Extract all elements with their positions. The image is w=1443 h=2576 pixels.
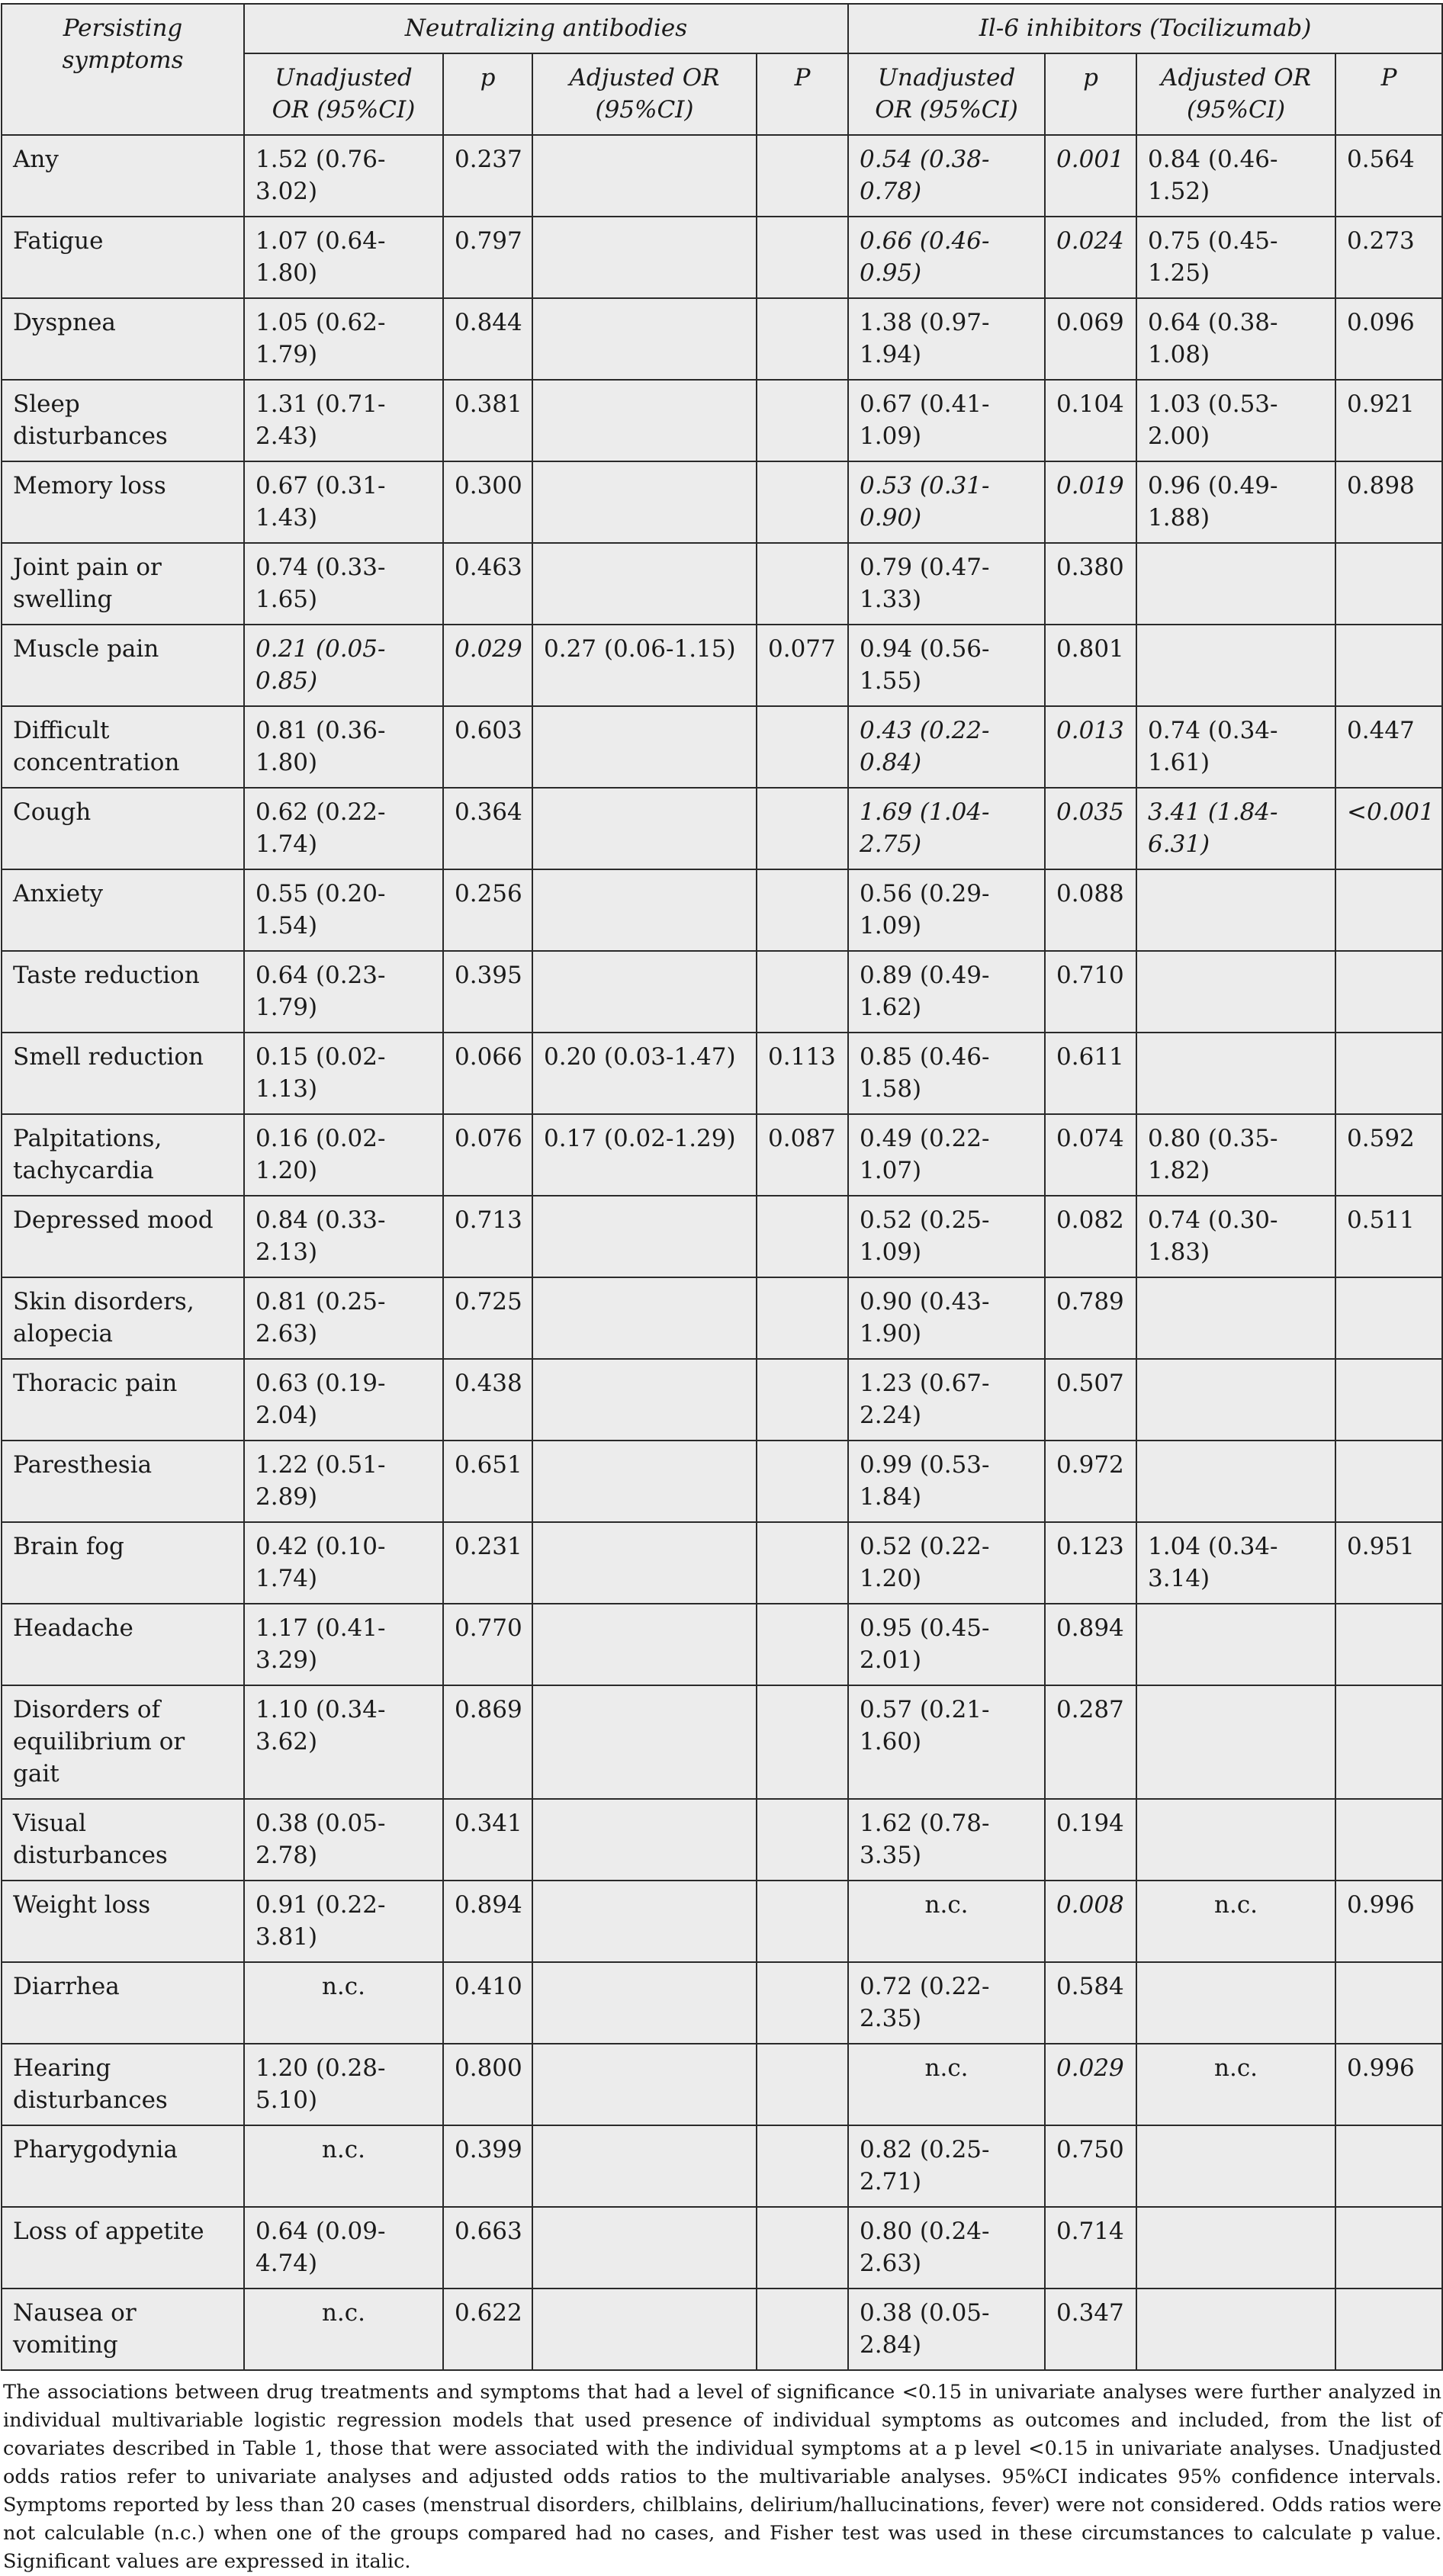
- corner-header: Persisting symptoms: [2, 4, 244, 135]
- value-cell-na-adj: [532, 380, 757, 461]
- value-cell-il-unadj: 1.62 (0.78-3.35): [848, 1799, 1045, 1881]
- value-cell-il-unadj: 0.57 (0.21-1.60): [848, 1685, 1045, 1799]
- value-cell-na-p: 0.651: [443, 1441, 532, 1522]
- value-cell-il-P: <0.001: [1335, 788, 1442, 869]
- value-cell-il-P: [1335, 1033, 1442, 1114]
- value-cell-il-P: [1335, 951, 1442, 1033]
- value-cell-il-P: 0.921: [1335, 380, 1442, 461]
- value-cell-il-unadj: 0.38 (0.05-2.84): [848, 2289, 1045, 2370]
- value-cell-il-unadj: 1.69 (1.04-2.75): [848, 788, 1045, 869]
- value-cell-na-p: 0.844: [443, 298, 532, 380]
- value-cell-na-P: [757, 298, 848, 380]
- symptom-cell: Joint pain or swelling: [2, 543, 244, 625]
- value-cell-na-P: 0.113: [757, 1033, 848, 1114]
- subheader-il-P: P: [1335, 53, 1442, 135]
- value-cell-na-adj: [532, 951, 757, 1033]
- value-cell-na-P: 0.077: [757, 625, 848, 706]
- value-cell-na-adj: [532, 1441, 757, 1522]
- symptom-cell: Cough: [2, 788, 244, 869]
- value-cell-na-p: 0.237: [443, 135, 532, 217]
- value-cell-na-unadj: 0.67 (0.31-1.43): [244, 461, 443, 543]
- value-cell-na-P: [757, 2125, 848, 2207]
- value-cell-na-adj: [532, 135, 757, 217]
- group-header-row: [2, 4, 1442, 53]
- value-cell-na-adj: [532, 1881, 757, 1962]
- value-cell-na-P: [757, 380, 848, 461]
- table-row: [2, 706, 1442, 788]
- value-cell-il-unadj: 1.38 (0.97-1.94): [848, 298, 1045, 380]
- value-cell-na-P: [757, 1359, 848, 1441]
- symptom-cell: Muscle pain: [2, 625, 244, 706]
- symptom-cell: Taste reduction: [2, 951, 244, 1033]
- value-cell-na-P: [757, 1685, 848, 1799]
- value-cell-na-p: 0.066: [443, 1033, 532, 1114]
- value-cell-na-unadj: 0.38 (0.05-2.78): [244, 1799, 443, 1881]
- symptom-cell: Memory loss: [2, 461, 244, 543]
- value-cell-il-P: [1335, 1962, 1442, 2044]
- value-cell-il-p: 0.894: [1045, 1604, 1136, 1685]
- symptom-cell: Paresthesia: [2, 1441, 244, 1522]
- value-cell-na-P: [757, 869, 848, 951]
- value-cell-na-p: 0.256: [443, 869, 532, 951]
- symptom-cell: Smell reduction: [2, 1033, 244, 1114]
- value-cell-il-p: 0.714: [1045, 2207, 1136, 2289]
- value-cell-na-unadj: 1.52 (0.76-3.02): [244, 135, 443, 217]
- value-cell-il-P: [1335, 1799, 1442, 1881]
- value-cell-na-unadj: 1.22 (0.51-2.89): [244, 1441, 443, 1522]
- value-cell-il-adj: [1136, 1685, 1335, 1799]
- value-cell-il-P: [1335, 543, 1442, 625]
- subheader-na-p: p: [443, 53, 532, 135]
- value-cell-na-adj: [532, 869, 757, 951]
- value-cell-il-P: 0.564: [1335, 135, 1442, 217]
- value-cell-na-adj: [532, 1799, 757, 1881]
- table-row: [2, 2044, 1442, 2125]
- value-cell-il-unadj: 0.79 (0.47-1.33): [848, 543, 1045, 625]
- value-cell-na-p: 0.770: [443, 1604, 532, 1685]
- value-cell-il-adj: [1136, 869, 1335, 951]
- value-cell-il-p: 0.347: [1045, 2289, 1136, 2370]
- value-cell-il-P: [1335, 1604, 1442, 1685]
- subheader-na-adjusted-or: Adjusted OR (95%CI): [532, 53, 757, 135]
- value-cell-il-adj: [1136, 1359, 1335, 1441]
- value-cell-na-P: [757, 1441, 848, 1522]
- value-cell-il-p: 0.082: [1045, 1196, 1136, 1277]
- value-cell-na-unadj: 1.17 (0.41-3.29): [244, 1604, 443, 1685]
- value-cell-na-adj: [532, 1685, 757, 1799]
- symptom-cell: Weight loss: [2, 1881, 244, 1962]
- value-cell-na-p: 0.622: [443, 2289, 532, 2370]
- value-cell-il-p: 0.074: [1045, 1114, 1136, 1196]
- value-cell-na-unadj: 0.81 (0.36-1.80): [244, 706, 443, 788]
- value-cell-na-adj: [532, 788, 757, 869]
- value-cell-na-unadj: 1.07 (0.64-1.80): [244, 217, 443, 298]
- value-cell-na-p: 0.231: [443, 1522, 532, 1604]
- table-row: [2, 1114, 1442, 1196]
- table-footnote: The associations between drug treatments and symptoms that had a level of significance <0.15 in univariate analyses were further analyzed in individual multivariable logistic regression models that used presence of individual symptoms as outcomes and included, from the list of covariates described in Table 1, those that were associated with the individual symptoms at a p level <0.15 in univariate analyses. Unadjusted odds ratios refer to univariate analyses and adjusted odds ratios to the multivariable analyses. 95%CI indicates 95% confidence intervals. Symptoms reported by less than 20 cases (menstrual disorders, chilblains, delirium/hallucinations, fever) were not considered. Odds ratios were not calculable (n.c.) when one of the groups compared had no cases, and Fisher test was used in these circumstances to calculate p value. Significant values are expressed in italic.: [3, 2381, 1441, 2573]
- value-cell-il-adj: [1136, 625, 1335, 706]
- table-body: [2, 135, 1442, 2370]
- value-cell-il-adj: [1136, 1033, 1335, 1114]
- value-cell-na-P: [757, 706, 848, 788]
- value-cell-il-P: 0.996: [1335, 2044, 1442, 2125]
- symptom-cell: Nausea or vomiting: [2, 2289, 244, 2370]
- results-table: [1, 3, 1443, 2371]
- table-row: [2, 1359, 1442, 1441]
- value-cell-il-unadj: 0.89 (0.49-1.62): [848, 951, 1045, 1033]
- value-cell-il-unadj: 0.52 (0.25-1.09): [848, 1196, 1045, 1277]
- value-cell-il-unadj: 0.67 (0.41-1.09): [848, 380, 1045, 461]
- value-cell-il-adj: [1136, 2125, 1335, 2207]
- table-row: [2, 1441, 1442, 1522]
- value-cell-il-p: 0.194: [1045, 1799, 1136, 1881]
- table-row: [2, 788, 1442, 869]
- value-cell-na-P: [757, 1799, 848, 1881]
- symptom-cell: Brain fog: [2, 1522, 244, 1604]
- value-cell-il-P: [1335, 1359, 1442, 1441]
- symptom-cell: Difficult concentration: [2, 706, 244, 788]
- value-cell-il-unadj: 0.54 (0.38-0.78): [848, 135, 1045, 217]
- value-cell-na-p: 0.797: [443, 217, 532, 298]
- value-cell-il-adj: 0.80 (0.35-1.82): [1136, 1114, 1335, 1196]
- value-cell-na-adj: 0.27 (0.06-1.15): [532, 625, 757, 706]
- value-cell-na-adj: [532, 543, 757, 625]
- value-cell-na-unadj: 0.84 (0.33-2.13): [244, 1196, 443, 1277]
- value-cell-il-P: [1335, 2125, 1442, 2207]
- table-row: [2, 869, 1442, 951]
- subheader-na-unadjusted-or: Unadjusted OR (95%CI): [244, 53, 443, 135]
- table-row: [2, 1881, 1442, 1962]
- value-cell-il-P: 0.996: [1335, 1881, 1442, 1962]
- value-cell-na-P: [757, 543, 848, 625]
- symptom-cell: Dyspnea: [2, 298, 244, 380]
- value-cell-il-unadj: 0.85 (0.46-1.58): [848, 1033, 1045, 1114]
- value-cell-na-p: 0.399: [443, 2125, 532, 2207]
- symptom-cell: Thoracic pain: [2, 1359, 244, 1441]
- symptom-cell: Skin disorders, alopecia: [2, 1277, 244, 1359]
- value-cell-il-P: 0.447: [1335, 706, 1442, 788]
- symptom-cell: Anxiety: [2, 869, 244, 951]
- value-cell-na-P: [757, 217, 848, 298]
- symptom-cell: Sleep disturbances: [2, 380, 244, 461]
- value-cell-na-adj: [532, 1359, 757, 1441]
- symptom-cell: Pharygodynia: [2, 2125, 244, 2207]
- value-cell-il-p: 0.380: [1045, 543, 1136, 625]
- value-cell-na-p: 0.076: [443, 1114, 532, 1196]
- value-cell-na-P: [757, 1522, 848, 1604]
- symptom-cell: Disorders of equilibrium or gait: [2, 1685, 244, 1799]
- value-cell-na-adj: [532, 1604, 757, 1685]
- value-cell-na-P: [757, 1962, 848, 2044]
- value-cell-il-P: 0.096: [1335, 298, 1442, 380]
- value-cell-il-p: 0.287: [1045, 1685, 1136, 1799]
- value-cell-il-adj: 0.75 (0.45-1.25): [1136, 217, 1335, 298]
- value-cell-il-adj: [1136, 543, 1335, 625]
- value-cell-il-P: [1335, 869, 1442, 951]
- value-cell-il-P: [1335, 2207, 1442, 2289]
- value-cell-na-P: [757, 1881, 848, 1962]
- value-cell-na-unadj: 0.91 (0.22-3.81): [244, 1881, 443, 1962]
- value-cell-il-p: 0.019: [1045, 461, 1136, 543]
- value-cell-il-adj: 0.74 (0.34-1.61): [1136, 706, 1335, 788]
- value-cell-na-P: 0.087: [757, 1114, 848, 1196]
- value-cell-il-adj: [1136, 1441, 1335, 1522]
- subheader-il-p: p: [1045, 53, 1136, 135]
- value-cell-il-unadj: 0.95 (0.45-2.01): [848, 1604, 1045, 1685]
- value-cell-na-unadj: 1.05 (0.62-1.79): [244, 298, 443, 380]
- value-cell-na-P: [757, 1604, 848, 1685]
- value-cell-na-adj: [532, 2044, 757, 2125]
- value-cell-na-adj: [532, 706, 757, 788]
- value-cell-il-adj: n.c.: [1136, 2044, 1335, 2125]
- value-cell-il-p: 0.611: [1045, 1033, 1136, 1114]
- value-cell-na-P: [757, 951, 848, 1033]
- value-cell-il-P: [1335, 1685, 1442, 1799]
- value-cell-il-adj: [1136, 1962, 1335, 2044]
- value-cell-il-p: 0.001: [1045, 135, 1136, 217]
- value-cell-na-P: [757, 2289, 848, 2370]
- table-row: [2, 2207, 1442, 2289]
- value-cell-il-unadj: 0.43 (0.22-0.84): [848, 706, 1045, 788]
- value-cell-il-unadj: 0.72 (0.22-2.35): [848, 1962, 1045, 2044]
- value-cell-il-p: 0.029: [1045, 2044, 1136, 2125]
- value-cell-il-unadj: 1.23 (0.67-2.24): [848, 1359, 1045, 1441]
- value-cell-na-adj: [532, 1522, 757, 1604]
- subheader-il-adjusted-or: Adjusted OR (95%CI): [1136, 53, 1335, 135]
- value-cell-na-unadj: 0.74 (0.33-1.65): [244, 543, 443, 625]
- value-cell-il-P: [1335, 625, 1442, 706]
- value-cell-na-unadj: 0.64 (0.09-4.74): [244, 2207, 443, 2289]
- value-cell-na-p: 0.869: [443, 1685, 532, 1799]
- value-cell-na-p: 0.300: [443, 461, 532, 543]
- value-cell-na-adj: [532, 461, 757, 543]
- table-row: [2, 1196, 1442, 1277]
- value-cell-il-adj: 3.41 (1.84-6.31): [1136, 788, 1335, 869]
- value-cell-il-adj: n.c.: [1136, 1881, 1335, 1962]
- value-cell-na-P: [757, 461, 848, 543]
- table-row: [2, 380, 1442, 461]
- value-cell-il-unadj: 0.53 (0.31-0.90): [848, 461, 1045, 543]
- value-cell-na-adj: [532, 1196, 757, 1277]
- value-cell-na-p: 0.800: [443, 2044, 532, 2125]
- value-cell-na-P: [757, 788, 848, 869]
- value-cell-il-unadj: 0.99 (0.53-1.84): [848, 1441, 1045, 1522]
- value-cell-na-p: 0.395: [443, 951, 532, 1033]
- value-cell-il-p: 0.710: [1045, 951, 1136, 1033]
- value-cell-na-P: [757, 1196, 848, 1277]
- value-cell-na-adj: [532, 1962, 757, 2044]
- symptom-cell: Depressed mood: [2, 1196, 244, 1277]
- value-cell-na-adj: [532, 298, 757, 380]
- value-cell-il-P: 0.511: [1335, 1196, 1442, 1277]
- value-cell-na-p: 0.713: [443, 1196, 532, 1277]
- value-cell-na-P: [757, 135, 848, 217]
- value-cell-il-P: 0.898: [1335, 461, 1442, 543]
- value-cell-il-unadj: 0.66 (0.46-0.95): [848, 217, 1045, 298]
- value-cell-na-unadj: 0.62 (0.22-1.74): [244, 788, 443, 869]
- value-cell-na-p: 0.341: [443, 1799, 532, 1881]
- value-cell-il-unadj: 0.94 (0.56-1.55): [848, 625, 1045, 706]
- value-cell-na-p: 0.463: [443, 543, 532, 625]
- symptom-cell: Fatigue: [2, 217, 244, 298]
- table-row: [2, 2289, 1442, 2370]
- value-cell-il-p: 0.750: [1045, 2125, 1136, 2207]
- value-cell-il-adj: [1136, 951, 1335, 1033]
- value-cell-na-unadj: 1.31 (0.71-2.43): [244, 380, 443, 461]
- symptom-cell: Loss of appetite: [2, 2207, 244, 2289]
- value-cell-na-unadj: 0.16 (0.02-1.20): [244, 1114, 443, 1196]
- value-cell-il-P: [1335, 1277, 1442, 1359]
- table-row: [2, 217, 1442, 298]
- table-row: [2, 2125, 1442, 2207]
- value-cell-il-unadj: n.c.: [848, 2044, 1045, 2125]
- value-cell-il-adj: 0.64 (0.38-1.08): [1136, 298, 1335, 380]
- value-cell-na-p: 0.603: [443, 706, 532, 788]
- value-cell-na-unadj: 0.15 (0.02-1.13): [244, 1033, 443, 1114]
- value-cell-na-unadj: 1.20 (0.28-5.10): [244, 2044, 443, 2125]
- value-cell-na-P: [757, 1277, 848, 1359]
- table-row: [2, 135, 1442, 217]
- value-cell-na-P: [757, 2044, 848, 2125]
- value-cell-na-unadj: 0.63 (0.19-2.04): [244, 1359, 443, 1441]
- table-row: [2, 1799, 1442, 1881]
- value-cell-il-unadj: 0.80 (0.24-2.63): [848, 2207, 1045, 2289]
- value-cell-il-p: 0.035: [1045, 788, 1136, 869]
- value-cell-na-unadj: 0.64 (0.23-1.79): [244, 951, 443, 1033]
- value-cell-il-adj: 1.03 (0.53-2.00): [1136, 380, 1335, 461]
- value-cell-il-adj: 0.74 (0.30-1.83): [1136, 1196, 1335, 1277]
- value-cell-il-p: 0.024: [1045, 217, 1136, 298]
- table-row: [2, 625, 1442, 706]
- symptom-cell: Visual disturbances: [2, 1799, 244, 1881]
- symptom-cell: Any: [2, 135, 244, 217]
- value-cell-il-p: 0.088: [1045, 869, 1136, 951]
- value-cell-il-adj: [1136, 2207, 1335, 2289]
- value-cell-il-unadj: 0.49 (0.22-1.07): [848, 1114, 1045, 1196]
- value-cell-na-unadj: n.c.: [244, 1962, 443, 2044]
- value-cell-na-adj: [532, 2125, 757, 2207]
- value-cell-na-unadj: 0.81 (0.25-2.63): [244, 1277, 443, 1359]
- value-cell-na-adj: 0.20 (0.03-1.47): [532, 1033, 757, 1114]
- value-cell-il-unadj: 0.52 (0.22-1.20): [848, 1522, 1045, 1604]
- table-row: [2, 951, 1442, 1033]
- value-cell-na-p: 0.410: [443, 1962, 532, 2044]
- value-cell-il-p: 0.008: [1045, 1881, 1136, 1962]
- symptom-cell: Palpitations, tachycardia: [2, 1114, 244, 1196]
- value-cell-il-P: [1335, 2289, 1442, 2370]
- table-row: [2, 543, 1442, 625]
- value-cell-na-adj: [532, 2289, 757, 2370]
- table-row: [2, 1522, 1442, 1604]
- value-cell-il-adj: [1136, 1277, 1335, 1359]
- symptom-cell: Diarrhea: [2, 1962, 244, 2044]
- table-row: [2, 461, 1442, 543]
- value-cell-il-adj: 0.96 (0.49-1.88): [1136, 461, 1335, 543]
- subheader-na-P: P: [757, 53, 848, 135]
- value-cell-na-p: 0.663: [443, 2207, 532, 2289]
- value-cell-na-adj: [532, 217, 757, 298]
- value-cell-il-unadj: 0.90 (0.43-1.90): [848, 1277, 1045, 1359]
- table-row: [2, 1277, 1442, 1359]
- value-cell-il-p: 0.801: [1045, 625, 1136, 706]
- value-cell-na-adj: [532, 1277, 757, 1359]
- value-cell-na-unadj: 0.42 (0.10-1.74): [244, 1522, 443, 1604]
- subheader-il-unadjusted-or: Unadjusted OR (95%CI): [848, 53, 1045, 135]
- symptom-cell: Headache: [2, 1604, 244, 1685]
- value-cell-na-p: 0.029: [443, 625, 532, 706]
- value-cell-na-p: 0.364: [443, 788, 532, 869]
- symptom-cell: Hearing disturbances: [2, 2044, 244, 2125]
- value-cell-na-adj: 0.17 (0.02-1.29): [532, 1114, 757, 1196]
- value-cell-il-p: 0.789: [1045, 1277, 1136, 1359]
- value-cell-il-unadj: 0.82 (0.25-2.71): [848, 2125, 1045, 2207]
- value-cell-il-adj: 1.04 (0.34-3.14): [1136, 1522, 1335, 1604]
- value-cell-na-unadj: n.c.: [244, 2289, 443, 2370]
- value-cell-na-P: [757, 2207, 848, 2289]
- value-cell-na-p: 0.894: [443, 1881, 532, 1962]
- group-header-neutralizing-antibodies: Neutralizing antibodies: [244, 4, 848, 53]
- value-cell-na-p: 0.438: [443, 1359, 532, 1441]
- value-cell-na-adj: [532, 2207, 757, 2289]
- value-cell-na-p: 0.381: [443, 380, 532, 461]
- table-row: [2, 298, 1442, 380]
- table-row: [2, 1962, 1442, 2044]
- value-cell-il-adj: 0.84 (0.46-1.52): [1136, 135, 1335, 217]
- value-cell-il-p: 0.584: [1045, 1962, 1136, 2044]
- table-row: [2, 1604, 1442, 1685]
- value-cell-il-p: 0.013: [1045, 706, 1136, 788]
- value-cell-il-p: 0.507: [1045, 1359, 1136, 1441]
- value-cell-il-p: 0.104: [1045, 380, 1136, 461]
- group-header-il6-inhibitors: Il-6 inhibitors (Tocilizumab): [848, 4, 1442, 53]
- table-row: [2, 1033, 1442, 1114]
- value-cell-na-unadj: 1.10 (0.34-3.62): [244, 1685, 443, 1799]
- value-cell-na-unadj: n.c.: [244, 2125, 443, 2207]
- value-cell-il-P: [1335, 1441, 1442, 1522]
- table-row: [2, 1685, 1442, 1799]
- value-cell-il-unadj: n.c.: [848, 1881, 1045, 1962]
- value-cell-na-unadj: 0.55 (0.20-1.54): [244, 869, 443, 951]
- value-cell-il-P: 0.951: [1335, 1522, 1442, 1604]
- value-cell-il-P: 0.592: [1335, 1114, 1442, 1196]
- value-cell-il-adj: [1136, 2289, 1335, 2370]
- value-cell-il-adj: [1136, 1604, 1335, 1685]
- table-container: [0, 3, 1443, 2576]
- value-cell-na-p: 0.725: [443, 1277, 532, 1359]
- value-cell-il-unadj: 0.56 (0.29-1.09): [848, 869, 1045, 951]
- value-cell-il-p: 0.972: [1045, 1441, 1136, 1522]
- value-cell-il-P: 0.273: [1335, 217, 1442, 298]
- value-cell-il-p: 0.069: [1045, 298, 1136, 380]
- value-cell-na-unadj: 0.21 (0.05-0.85): [244, 625, 443, 706]
- value-cell-il-adj: [1136, 1799, 1335, 1881]
- value-cell-il-p: 0.123: [1045, 1522, 1136, 1604]
